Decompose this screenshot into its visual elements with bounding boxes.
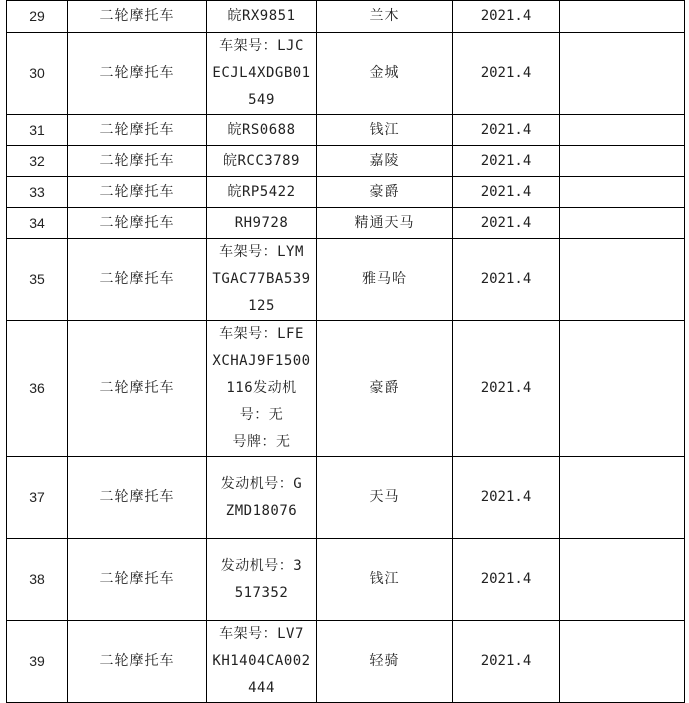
brand: 嘉陵 bbox=[317, 146, 453, 177]
table-row bbox=[7, 539, 685, 621]
plate-or-id bbox=[207, 146, 317, 177]
table-row bbox=[7, 146, 685, 177]
date: 2021.4 bbox=[453, 208, 560, 239]
plate-or-id bbox=[207, 457, 317, 539]
plate-line: 116发动机 bbox=[226, 380, 297, 396]
vehicle-table-body bbox=[7, 1, 685, 703]
plate-line: 皖RS0688 bbox=[227, 121, 296, 138]
brand: 金城 bbox=[317, 33, 453, 115]
date: 2021.4 bbox=[453, 115, 560, 146]
row-number: 35 bbox=[7, 239, 68, 321]
brand: 豪爵 bbox=[317, 321, 453, 457]
plate-line: 发动机号：G bbox=[220, 475, 303, 492]
plate-or-id bbox=[207, 208, 317, 239]
row-number: 33 bbox=[7, 177, 68, 208]
date: 2021.4 bbox=[453, 239, 560, 321]
row-number: 36 bbox=[7, 321, 68, 457]
row-number: 37 bbox=[7, 457, 68, 539]
row-number: 32 bbox=[7, 146, 68, 177]
brand: 兰木 bbox=[317, 1, 453, 33]
brand: 钱江 bbox=[317, 539, 453, 621]
note bbox=[560, 621, 685, 703]
plate-line: 发动机号：3 bbox=[220, 557, 303, 574]
plate-line: TGAC77BA539 bbox=[212, 271, 311, 287]
plate-line: ZMD18076 bbox=[225, 502, 298, 519]
plate-or-id bbox=[207, 321, 317, 457]
vehicle-type: 二轮摩托车 bbox=[68, 539, 207, 621]
brand: 豪爵 bbox=[317, 177, 453, 208]
brand: 精通天马 bbox=[317, 208, 453, 239]
note bbox=[560, 1, 685, 33]
date: 2021.4 bbox=[453, 146, 560, 177]
note bbox=[560, 239, 685, 321]
row-number: 38 bbox=[7, 539, 68, 621]
table-row bbox=[7, 457, 685, 539]
plate-line: 车架号：LV7 bbox=[219, 626, 304, 642]
row-number: 31 bbox=[7, 115, 68, 146]
table-row bbox=[7, 321, 685, 457]
plate-or-id bbox=[207, 239, 317, 321]
note bbox=[560, 208, 685, 239]
plate-or-id bbox=[207, 539, 317, 621]
date: 2021.4 bbox=[453, 539, 560, 621]
plate-line: 皖RX9851 bbox=[227, 8, 296, 24]
plate-or-id bbox=[207, 621, 317, 703]
note bbox=[560, 457, 685, 539]
date: 2021.4 bbox=[453, 177, 560, 208]
note bbox=[560, 321, 685, 457]
note bbox=[560, 177, 685, 208]
vehicle-type: 二轮摩托车 bbox=[68, 115, 207, 146]
brand: 天马 bbox=[317, 457, 453, 539]
brand: 雅马哈 bbox=[317, 239, 453, 321]
row-number: 34 bbox=[7, 208, 68, 239]
date: 2021.4 bbox=[453, 457, 560, 539]
date: 2021.4 bbox=[453, 621, 560, 703]
plate-line: XCHAJ9F1500 bbox=[212, 353, 311, 369]
plate-line: 皖RP5422 bbox=[227, 183, 296, 200]
note bbox=[560, 33, 685, 115]
vehicle-type: 二轮摩托车 bbox=[68, 457, 207, 539]
plate-line: 皖RCC3789 bbox=[222, 152, 300, 169]
plate-or-id bbox=[207, 177, 317, 208]
vehicle-type: 二轮摩托车 bbox=[68, 239, 207, 321]
table-row bbox=[7, 239, 685, 321]
plate-line: 125 bbox=[248, 298, 275, 314]
table-row bbox=[7, 177, 685, 208]
plate-line: KH1404CA002 bbox=[212, 653, 311, 669]
vehicle-type: 二轮摩托车 bbox=[68, 33, 207, 115]
row-number: 29 bbox=[7, 1, 68, 33]
plate-line: 号牌：无 bbox=[232, 434, 291, 450]
table-row bbox=[7, 208, 685, 239]
vehicle-type: 二轮摩托车 bbox=[68, 177, 207, 208]
plate-line: 号：无 bbox=[239, 407, 284, 423]
plate-or-id bbox=[207, 115, 317, 146]
table-row bbox=[7, 115, 685, 146]
table-row bbox=[7, 33, 685, 115]
vehicle-type: 二轮摩托车 bbox=[68, 208, 207, 239]
plate-line: 517352 bbox=[234, 584, 289, 601]
brand: 钱江 bbox=[317, 115, 453, 146]
row-number: 39 bbox=[7, 621, 68, 703]
vehicle-type: 二轮摩托车 bbox=[68, 1, 207, 33]
vehicle-table bbox=[6, 0, 685, 703]
plate-line: ECJL4XDGB01 bbox=[212, 65, 311, 81]
plate-line: 车架号：LJC bbox=[219, 38, 304, 54]
brand: 轻骑 bbox=[317, 621, 453, 703]
table-row bbox=[7, 1, 685, 33]
plate-line: 549 bbox=[248, 92, 275, 108]
vehicle-type: 二轮摩托车 bbox=[68, 321, 207, 457]
note bbox=[560, 115, 685, 146]
plate-line: 车架号：LYM bbox=[219, 244, 304, 260]
date: 2021.4 bbox=[453, 33, 560, 115]
vehicle-type: 二轮摩托车 bbox=[68, 621, 207, 703]
table-row bbox=[7, 621, 685, 703]
note bbox=[560, 539, 685, 621]
plate-or-id bbox=[207, 1, 317, 33]
plate-line: RH9728 bbox=[234, 214, 289, 231]
vehicle-type: 二轮摩托车 bbox=[68, 146, 207, 177]
row-number: 30 bbox=[7, 33, 68, 115]
note bbox=[560, 146, 685, 177]
plate-or-id bbox=[207, 33, 317, 115]
plate-line: 车架号：LFE bbox=[219, 326, 304, 342]
date: 2021.4 bbox=[453, 1, 560, 33]
date: 2021.4 bbox=[453, 321, 560, 457]
plate-line: 444 bbox=[248, 680, 275, 696]
